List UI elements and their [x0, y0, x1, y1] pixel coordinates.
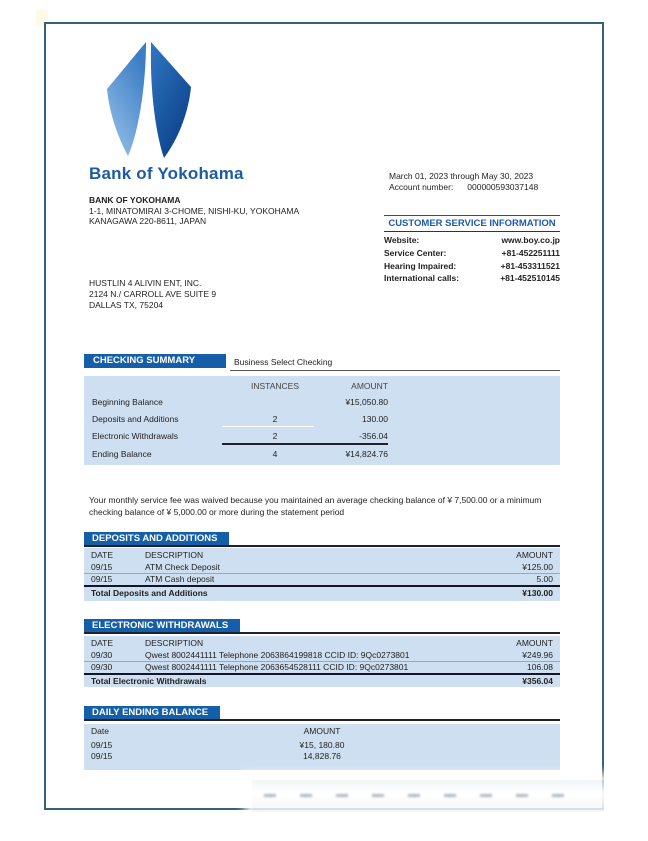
bank-of-yokohama-logo-icon [104, 40, 194, 162]
col-amount: AMOUNT [516, 638, 553, 648]
customer-service-row [384, 272, 560, 285]
row-instances: 4 [272, 449, 278, 459]
bank-address-line: 1-1, MINATOMIRAI 3-CHOME, NISHI-KU, YOKOHAMA [89, 205, 300, 216]
table-row [84, 562, 560, 574]
customer-service-box [384, 215, 560, 285]
deposits-header [84, 532, 560, 548]
table-row [84, 573, 560, 585]
statement-period: March 01, 2023 through May 30, 2023 [389, 171, 534, 181]
total-amount: ¥356.04 [522, 676, 553, 686]
cs-value: +81-452251111 [501, 247, 560, 258]
table-row [84, 650, 560, 662]
cell-amount: ¥15, 180.80 [299, 739, 345, 750]
section-title-bar: DAILY ENDING BALANCE [84, 706, 220, 719]
row-label: Electronic Withdrawals [92, 431, 178, 441]
col-amount: AMOUNT [303, 726, 341, 736]
divider [222, 443, 388, 445]
customer-address-line: DALLAS TX, 75204 [89, 300, 164, 310]
table-row [84, 661, 560, 673]
daily-balance-header [84, 706, 560, 722]
customer-service-rows [384, 232, 560, 285]
spacer [388, 381, 560, 391]
cell-description: Qwest 8002441111 Telephone 2063654528111 CCID ID: 9Qc0273801 [145, 662, 409, 672]
col-instances: INSTANCES [250, 381, 300, 391]
divider [230, 370, 560, 371]
account-number-row [389, 182, 538, 193]
spacer [388, 397, 560, 407]
total-label: Total Deposits and Additions [91, 588, 208, 598]
divider [84, 545, 560, 547]
table-total-row [84, 585, 560, 600]
summary-row [84, 397, 560, 407]
table-row [84, 740, 560, 752]
row-label: Ending Balance [92, 449, 152, 459]
customer-address [89, 278, 216, 311]
checking-summary-header [84, 354, 560, 371]
table-header-row [84, 636, 560, 650]
row-label: Beginning Balance [92, 397, 163, 407]
cell-amount: ¥125.00 [522, 561, 553, 572]
row-amount: ¥14,824.76 [345, 449, 388, 459]
col-date: DATE [91, 550, 114, 560]
cs-value: +81-452510145 [500, 273, 560, 284]
summary-row [84, 431, 560, 441]
col-amount: AMOUNT [516, 550, 553, 560]
table-header-row [84, 724, 560, 740]
table-row [84, 751, 560, 763]
cs-value: www.boy.co.jp [501, 235, 560, 245]
table-total-row [84, 673, 560, 688]
section-title-bar: CHECKING SUMMARY [84, 354, 226, 368]
cs-label: Website: [384, 235, 420, 245]
spacer [388, 414, 560, 424]
cell-description: ATM Cash deposit [145, 574, 215, 584]
divider [84, 719, 560, 721]
col-date: DATE [91, 638, 114, 648]
cell-amount: ¥249.96 [522, 649, 553, 660]
summary-row [84, 414, 560, 424]
watermark-dashes [264, 794, 588, 797]
total-label: Total Electronic Withdrawals [91, 676, 207, 686]
section-title-bar: DEPOSITS AND ADDITIONS [84, 532, 229, 545]
col-amount: AMOUNT [351, 381, 388, 391]
cell-date: 09/15 [91, 751, 113, 761]
account-number-value: 000000593037148 [467, 182, 539, 192]
bank-address-line: BANK OF YOKOHAMA [89, 195, 181, 205]
cs-label: Service Center: [384, 247, 447, 258]
cell-amount: 106.08 [527, 662, 553, 672]
col-description: DESCRIPTION [145, 638, 204, 648]
row-instances: 2 [272, 414, 278, 424]
statement-meta [389, 171, 538, 193]
customer-address-line: 2124 N./ CARROLL AVE SUITE 9 [89, 289, 217, 299]
row-label: Deposits and Additions [92, 414, 179, 424]
summary-row [84, 449, 560, 459]
divider [84, 632, 560, 634]
cell-date: 09/30 [91, 649, 113, 660]
cs-label: International calls: [384, 273, 460, 284]
bank-address-line: KANAGAWA 220-8611, JAPAN [89, 216, 207, 226]
deposits-table [84, 548, 560, 601]
cell-amount: 14,828.76 [303, 751, 341, 761]
spacer [388, 431, 560, 441]
account-type-subtitle: Business Select Checking [234, 357, 333, 367]
cell-amount: 5.00 [536, 574, 553, 584]
cell-date: 09/15 [91, 739, 113, 750]
col-description: DESCRIPTION [145, 550, 204, 560]
cs-label: Hearing Impaired: [384, 260, 457, 271]
spacer [92, 381, 232, 391]
table-header-row [84, 548, 560, 562]
row-amount: 130.00 [362, 414, 388, 424]
row-instances [232, 397, 318, 407]
daily-balance-table [84, 724, 560, 770]
row-amount: -356.04 [359, 431, 388, 441]
cell-date: 09/15 [91, 574, 113, 584]
section-title-bar: ELECTRONIC WITHDRAWALS [84, 619, 240, 632]
row-amount: ¥15,050.80 [345, 397, 388, 407]
bank-address [89, 195, 299, 227]
cell-date: 09/15 [91, 561, 113, 572]
withdrawals-header [84, 619, 560, 635]
account-number-label: Account number: [389, 182, 454, 192]
cell-description: Qwest 8002441111 Telephone 2063864199818 CCID ID: 9Qc0273801 [145, 649, 410, 660]
cell-description: ATM Check Deposit [145, 561, 220, 572]
total-amount: ¥130.00 [522, 588, 553, 598]
checking-summary-table [84, 376, 560, 465]
spacer [388, 449, 560, 459]
blurred-watermark [252, 780, 604, 812]
summary-header-row [84, 381, 560, 391]
cell-date: 09/30 [91, 662, 113, 672]
divider [222, 426, 314, 427]
cs-value: +81-453311521 [500, 260, 560, 271]
brand-name: Bank of Yokohama [89, 164, 244, 183]
col-date: Date [91, 726, 109, 736]
withdrawals-table [84, 636, 560, 687]
customer-service-title: CUSTOMER SERVICE INFORMATION [388, 218, 556, 229]
row-instances: 2 [272, 431, 278, 441]
customer-service-row [384, 247, 560, 260]
customer-address-line: HUSTLIN 4 ALIVIN ENT, INC. [89, 278, 202, 288]
customer-service-row [384, 260, 560, 273]
fee-waiver-notice: Your monthly service fee was waived because you maintained an average checking balance of ¥ 7,500.00 or a minimum checking balance of ¥ 5,000.00 or more during the statement period [89, 495, 542, 517]
customer-service-row [384, 234, 560, 247]
